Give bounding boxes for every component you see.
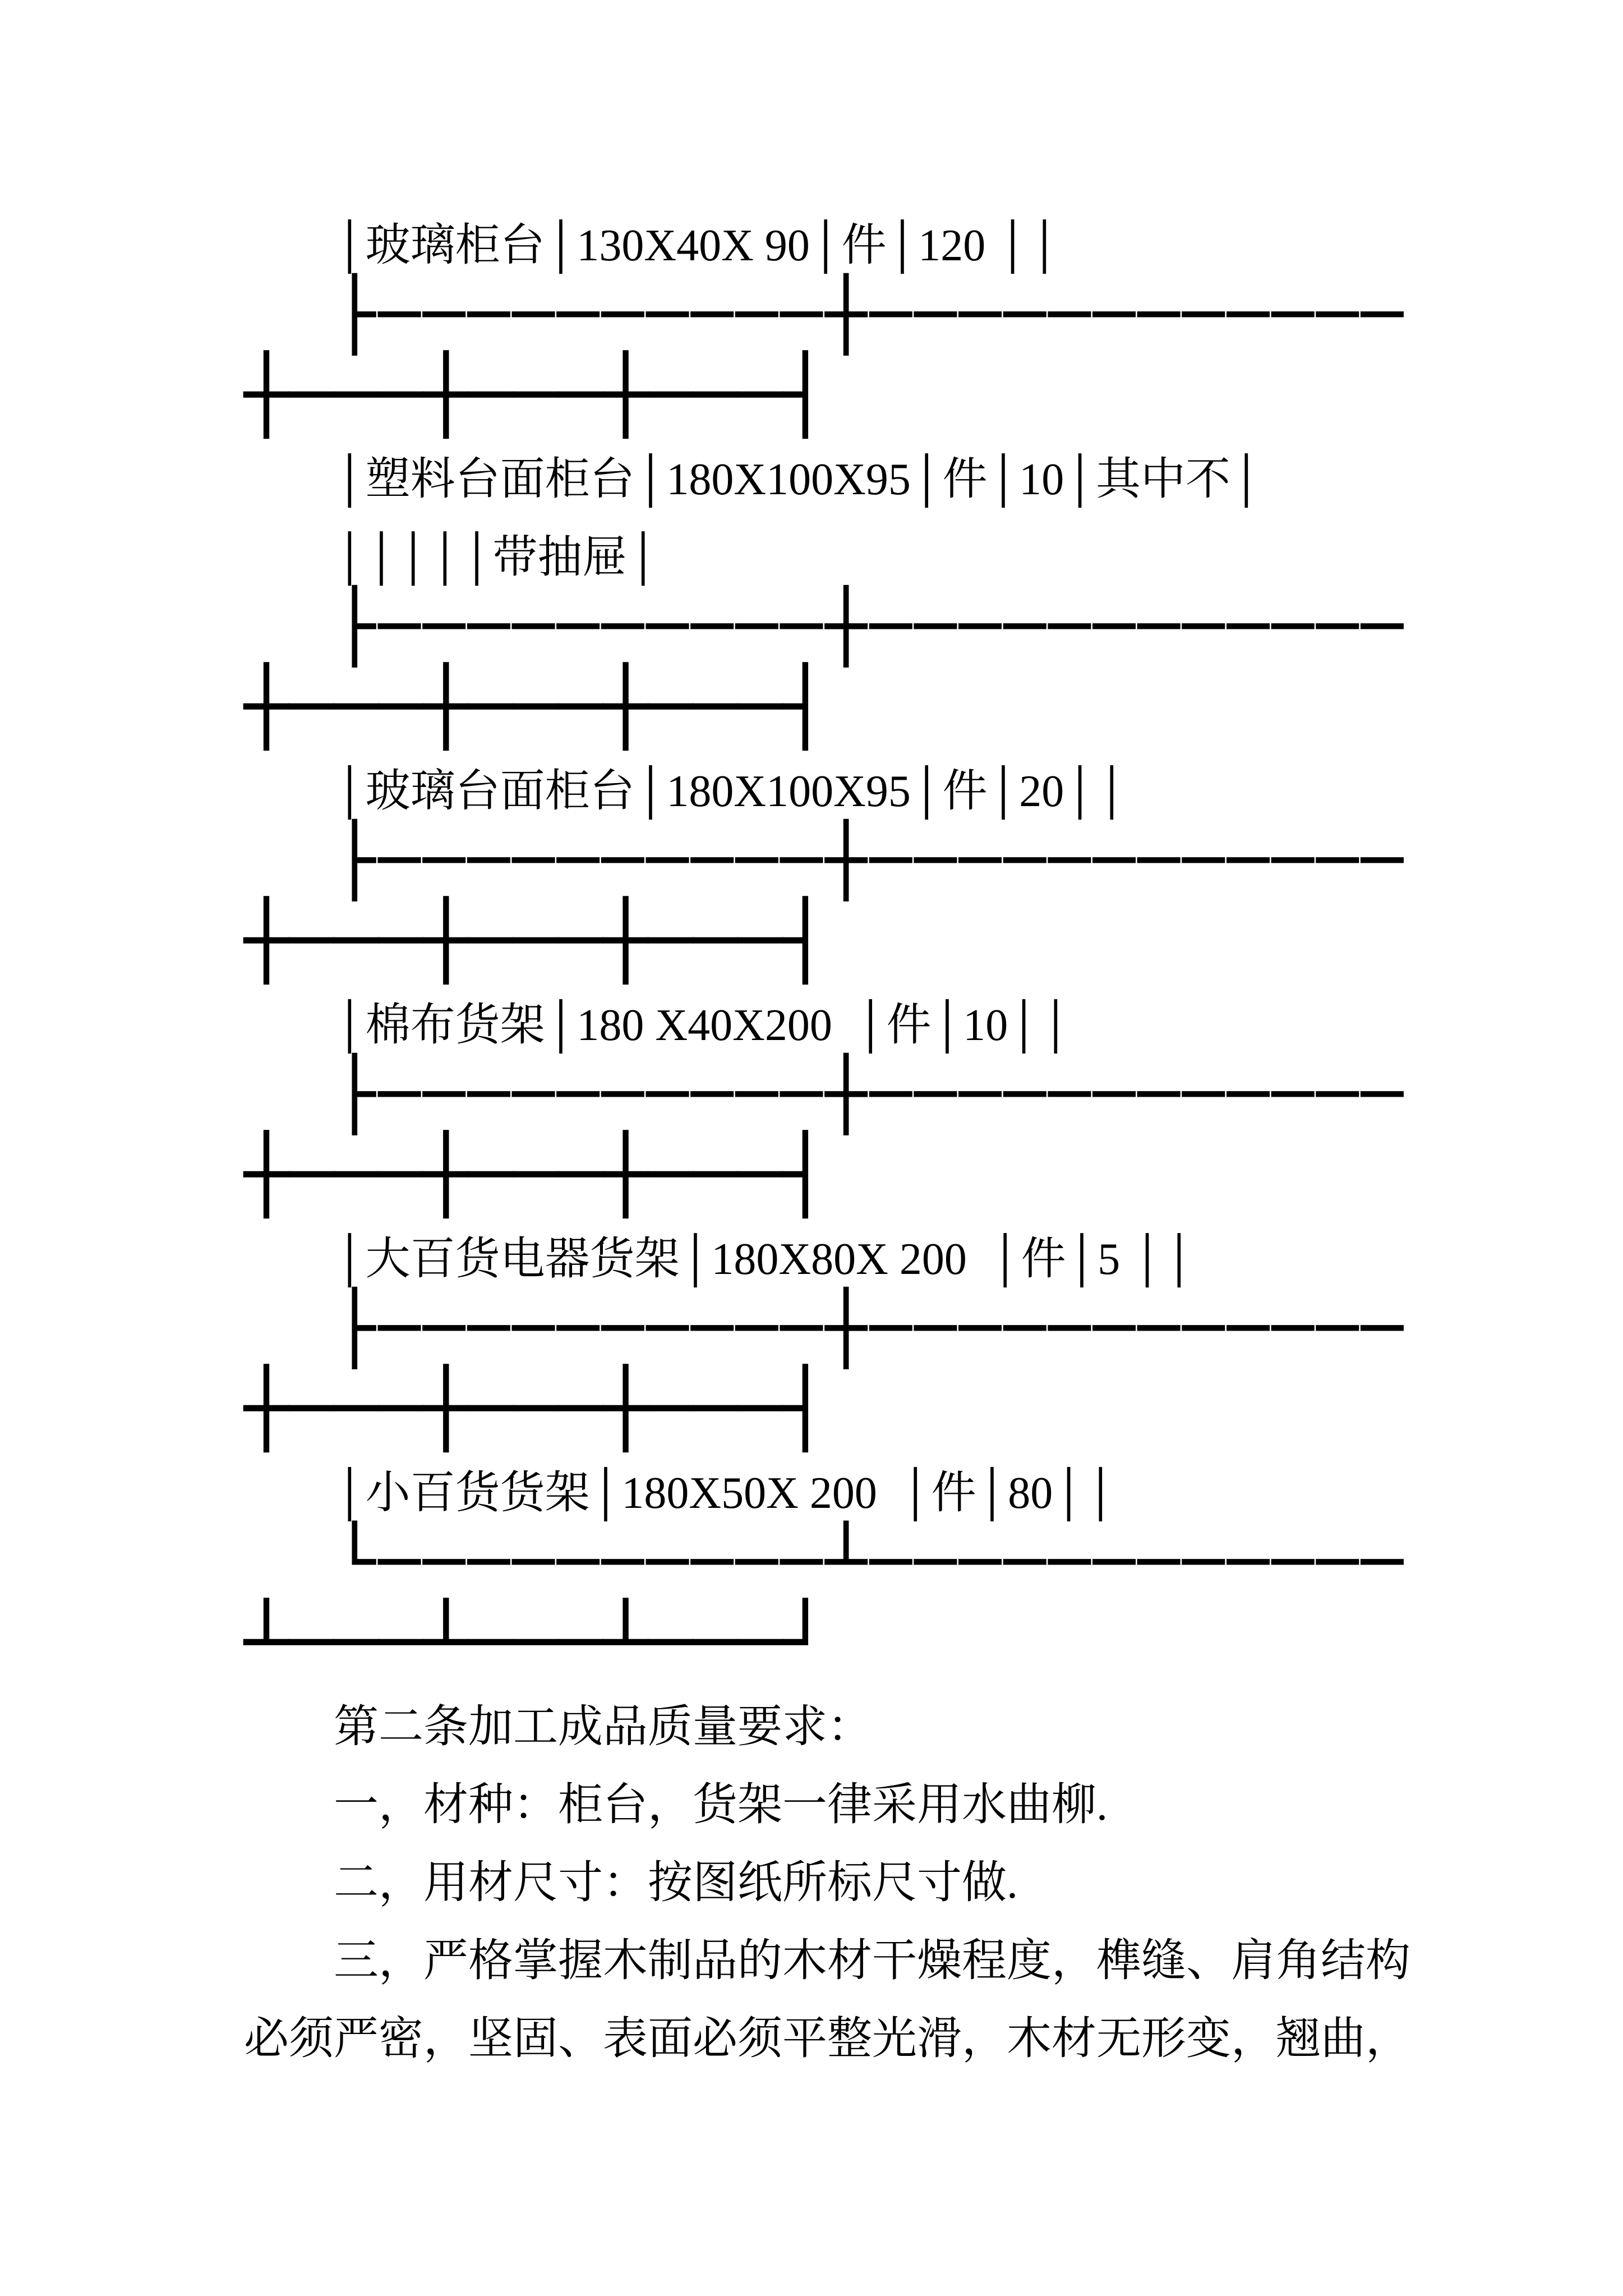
- table-row-separator: ├──────────┼────────────: [334, 586, 1406, 667]
- table-row-separator-wrap: ┼───┼───┼───┤: [244, 1131, 828, 1218]
- table-row: │玻璃柜台│130X40X 90│件│120 ││: [334, 221, 1061, 270]
- table-row-separator-wrap: ┼───┼───┼───┤: [244, 1365, 828, 1452]
- table-bottom-border-wrap: ┴───┴───┴───┘: [244, 1599, 828, 1686]
- table-row-separator-wrap: ┼───┼───┼───┤: [244, 352, 828, 438]
- table-row: │小百货货架│180X50X 200 │件│80││: [334, 1469, 1117, 1518]
- table-row-separator: ├──────────┼────────────: [334, 274, 1406, 355]
- quality-item-1: 一，材种：柜台，货架一律采用水曲柳.: [334, 1780, 1108, 1830]
- article-2-heading: 第二条加工成品质量要求：: [334, 1703, 872, 1752]
- table-row: │玻璃台面柜台│180X100X95│件│20││: [334, 767, 1128, 816]
- quality-item-3: 三，严格掌握木制品的木材干燥程度，榫缝、肩角结构: [334, 1936, 1410, 1986]
- table-row-separator: ├──────────┼────────────: [334, 1054, 1406, 1135]
- table-row-separator: ├──────────┼────────────: [334, 820, 1406, 901]
- table-bottom-border: └──────────┴────────────: [334, 1522, 1406, 1603]
- table-row-separator: ├──────────┼────────────: [334, 1288, 1406, 1369]
- table-row: │大百货电器货架│180X80X 200 │件│5 ││: [334, 1235, 1195, 1284]
- table-row-separator-wrap: ┼───┼───┼───┤: [244, 664, 828, 750]
- table-row-separator-wrap: ┼───┼───┼───┤: [244, 898, 828, 984]
- quality-item-3-wrap: 必须严密，坚固、表面必须平整光滑，木材无形变，翘曲，: [244, 2014, 1410, 2064]
- quality-item-2: 二，用材尺寸：按图纸所标尺寸做.: [334, 1858, 1018, 1908]
- table-row-wrap: │││││带抽屉│: [334, 533, 660, 582]
- table-row: │棉布货架│180 X40X200 │件│10││: [334, 1001, 1072, 1050]
- table-row: │塑料台面柜台│180X100X95│件│10│其中不│: [334, 455, 1262, 504]
